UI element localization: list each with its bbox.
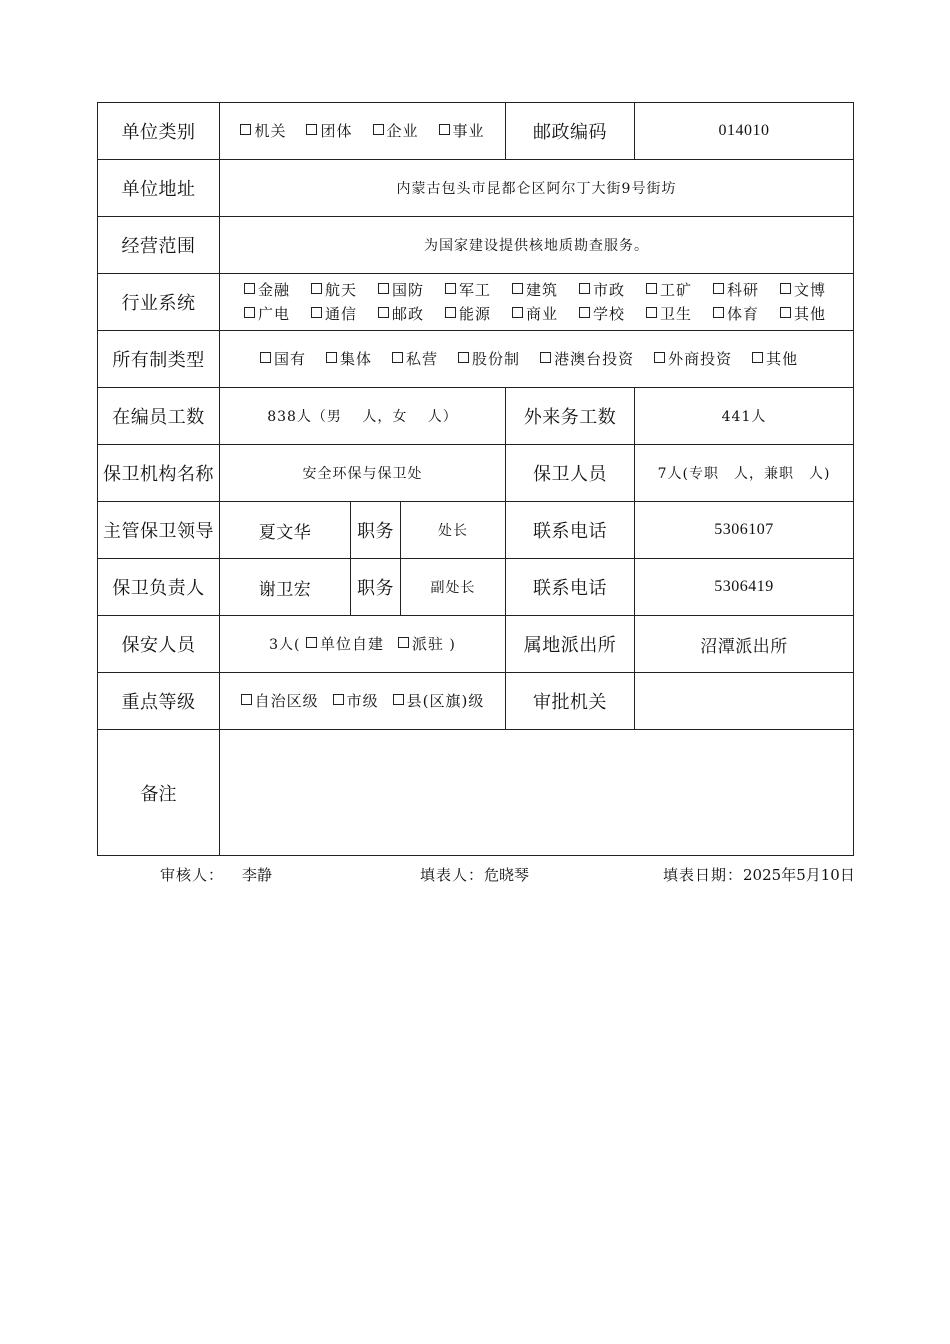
checkbox-label: 能源 — [459, 305, 492, 323]
checkbox[interactable] — [240, 124, 251, 135]
reviewer-name: 李静 — [242, 866, 273, 884]
staff-value: 838人（男 人，女 人） — [220, 388, 506, 445]
checkbox-label: 股份制 — [472, 350, 521, 368]
lead-position: 处长 — [401, 502, 506, 559]
checkbox[interactable] — [780, 283, 791, 294]
checkbox-label: 国有 — [274, 350, 307, 368]
date-value: 2025年5月10日 — [743, 866, 855, 884]
checkbox-label: 学校 — [593, 305, 626, 323]
row-notes — [98, 730, 854, 856]
row-address — [98, 160, 854, 217]
address-value: 内蒙古包头市昆都仑区阿尔丁大街9号街坊 — [220, 160, 854, 217]
checkbox-label: 其他 — [794, 305, 827, 323]
checkbox-label: 市级 — [346, 692, 379, 710]
checkbox-option — [311, 278, 378, 302]
checkbox-label: 自治区级 — [254, 692, 319, 710]
lead-phone: 5306107 — [635, 502, 854, 559]
checkbox[interactable] — [654, 352, 665, 363]
checkbox[interactable] — [398, 637, 409, 648]
industry-options — [220, 274, 854, 331]
checkbox-label: 广电 — [258, 305, 291, 323]
checkbox-option — [373, 119, 419, 143]
row-head — [98, 559, 854, 616]
business-scope-label: 经营范围 — [98, 217, 220, 274]
checkbox[interactable] — [378, 307, 389, 318]
staff-label: 在编员工数 — [98, 388, 220, 445]
checkbox-label: 事业 — [452, 122, 485, 140]
checkbox-label: 建筑 — [526, 281, 559, 299]
checkbox[interactable] — [579, 283, 590, 294]
checkbox-option — [646, 278, 713, 302]
checkbox-option — [306, 119, 352, 143]
postal-code-label: 邮政编码 — [506, 103, 635, 160]
checkbox-label: 企业 — [386, 122, 419, 140]
checkbox[interactable] — [244, 307, 255, 318]
filler-name: 危晓琴 — [484, 866, 530, 884]
outside-staff-value: 441人 — [635, 388, 854, 445]
checkbox[interactable] — [752, 352, 763, 363]
row-security-org — [98, 445, 854, 502]
footer-filler — [420, 864, 529, 885]
checkbox-label: 商业 — [526, 305, 559, 323]
row-staff — [98, 388, 854, 445]
checkbox-option — [311, 302, 378, 326]
address-label: 单位地址 — [98, 160, 220, 217]
checkbox[interactable] — [326, 352, 337, 363]
checkbox-label: 体育 — [727, 305, 760, 323]
checkbox-label: 县(区旗)级 — [406, 692, 485, 710]
checkbox[interactable] — [713, 307, 724, 318]
checkbox[interactable] — [512, 283, 523, 294]
checkbox[interactable] — [373, 124, 384, 135]
ownership-options — [220, 331, 854, 388]
industry-checkbox-group — [220, 278, 853, 326]
checkbox-option — [579, 302, 646, 326]
security-org-label: 保卫机构名称 — [98, 445, 220, 502]
checkbox-label: 文博 — [794, 281, 827, 299]
checkbox-label: 通信 — [325, 305, 358, 323]
checkbox-label: 市政 — [593, 281, 626, 299]
date-label: 填表日期： — [663, 866, 744, 884]
checkbox[interactable] — [540, 352, 551, 363]
checkbox-option — [240, 119, 286, 143]
checkbox[interactable] — [260, 352, 271, 363]
checkbox-option — [378, 302, 445, 326]
checkbox[interactable] — [378, 283, 389, 294]
row-lead — [98, 502, 854, 559]
filler-label: 填表人： — [420, 866, 485, 884]
checkbox-option — [512, 302, 579, 326]
checkbox-option — [378, 278, 445, 302]
checkbox[interactable] — [244, 283, 255, 294]
lead-position-label: 职务 — [351, 502, 401, 559]
checkbox[interactable] — [306, 124, 317, 135]
checkbox-label: 其他 — [766, 350, 799, 368]
checkbox-label: 航天 — [325, 281, 358, 299]
checkbox[interactable] — [512, 307, 523, 318]
unit-type-options — [220, 103, 506, 160]
checkbox-label: 军工 — [459, 281, 492, 299]
unit-type-checkbox-group — [220, 119, 505, 143]
checkbox-option — [445, 302, 512, 326]
checkbox-option — [393, 689, 485, 713]
guards-value — [220, 616, 506, 673]
checkbox-option — [780, 278, 847, 302]
checkbox[interactable] — [439, 124, 450, 135]
industry-label: 行业系统 — [98, 274, 220, 331]
ownership-checkbox-group — [220, 347, 853, 371]
head-position: 副处长 — [401, 559, 506, 616]
level-checkbox-group — [220, 689, 505, 713]
security-staff-value: 7人(专职 人，兼职 人) — [635, 445, 854, 502]
checkbox-label: 集体 — [340, 350, 373, 368]
checkbox-label: 科研 — [727, 281, 760, 299]
row-industry — [98, 274, 854, 331]
lead-name: 夏文华 — [220, 502, 351, 559]
head-label: 保卫负责人 — [98, 559, 220, 616]
police-station-value: 沼潭派出所 — [635, 616, 854, 673]
checkbox-option — [392, 347, 438, 371]
checkbox-option — [439, 119, 485, 143]
checkbox-label: 私营 — [406, 350, 439, 368]
checkbox[interactable] — [780, 307, 791, 318]
approval-value — [635, 673, 854, 730]
security-staff-label: 保卫人员 — [506, 445, 635, 502]
notes-value — [220, 730, 854, 856]
checkbox-label: 单位自建 — [319, 634, 384, 653]
business-scope-value: 为国家建设提供核地质勘查服务。 — [220, 217, 854, 274]
checkbox-label: 机关 — [254, 122, 287, 140]
row-guards — [98, 616, 854, 673]
ownership-label: 所有制类型 — [98, 331, 220, 388]
checkbox-option — [244, 278, 311, 302]
checkbox-option — [540, 347, 634, 371]
checkbox-option — [713, 278, 780, 302]
lead-phone-label: 联系电话 — [506, 502, 635, 559]
checkbox-option — [333, 689, 379, 713]
checkbox[interactable] — [241, 694, 252, 705]
reviewer-label: 审核人： — [160, 866, 225, 884]
footer-reviewer — [160, 864, 272, 885]
checkbox-option — [512, 278, 579, 302]
checkbox-option — [260, 347, 306, 371]
checkbox-option — [244, 302, 311, 326]
unit-type-label: 单位类别 — [98, 103, 220, 160]
checkbox-option — [398, 632, 444, 656]
head-phone-label: 联系电话 — [506, 559, 635, 616]
head-position-label: 职务 — [351, 559, 401, 616]
checkbox-option — [241, 689, 319, 713]
security-org-value: 安全环保与保卫处 — [220, 445, 506, 502]
head-phone: 5306419 — [635, 559, 854, 616]
checkbox[interactable] — [311, 283, 322, 294]
row-ownership — [98, 331, 854, 388]
checkbox-option — [713, 302, 780, 326]
checkbox[interactable] — [646, 283, 657, 294]
row-business-scope — [98, 217, 854, 274]
row-level — [98, 673, 854, 730]
checkbox-label: 邮政 — [392, 305, 425, 323]
row-unit-type — [98, 103, 854, 160]
unit-registration-form — [97, 102, 854, 856]
checkbox-option — [654, 347, 732, 371]
checkbox-option — [579, 278, 646, 302]
guards-label: 保安人员 — [98, 616, 220, 673]
guards-count: 3人( — [269, 636, 301, 653]
checkbox[interactable] — [392, 352, 403, 363]
checkbox-label: 团体 — [320, 122, 353, 140]
checkbox[interactable] — [646, 307, 657, 318]
checkbox-label: 金融 — [258, 281, 291, 299]
checkbox-option — [458, 347, 520, 371]
checkbox[interactable] — [333, 694, 344, 705]
checkbox[interactable] — [393, 694, 404, 705]
level-label: 重点等级 — [98, 673, 220, 730]
footer-date — [663, 864, 855, 885]
checkbox[interactable] — [445, 283, 456, 294]
checkbox-label: 卫生 — [660, 305, 693, 323]
checkbox-label: 派驻 — [411, 634, 444, 653]
checkbox-option — [445, 278, 512, 302]
checkbox-option — [780, 302, 847, 326]
checkbox[interactable] — [311, 307, 322, 318]
outside-staff-label: 外来务工数 — [506, 388, 635, 445]
guards-close: ) — [449, 636, 456, 653]
checkbox[interactable] — [306, 637, 317, 648]
checkbox-label: 国防 — [392, 281, 425, 299]
level-options — [220, 673, 506, 730]
checkbox[interactable] — [445, 307, 456, 318]
checkbox-label: 工矿 — [660, 281, 693, 299]
lead-label: 主管保卫领导 — [98, 502, 220, 559]
police-station-label: 属地派出所 — [506, 616, 635, 673]
head-name: 谢卫宏 — [220, 559, 351, 616]
notes-label: 备注 — [98, 730, 220, 856]
checkbox-option — [306, 632, 384, 656]
guards-checkbox-group — [306, 634, 444, 653]
checkbox-option — [752, 347, 798, 371]
checkbox-label: 港澳台投资 — [554, 350, 635, 368]
checkbox[interactable] — [579, 307, 590, 318]
checkbox[interactable] — [458, 352, 469, 363]
checkbox-option — [326, 347, 372, 371]
checkbox-label: 外商投资 — [668, 350, 733, 368]
checkbox[interactable] — [713, 283, 724, 294]
checkbox-option — [646, 302, 713, 326]
approval-label: 审批机关 — [506, 673, 635, 730]
postal-code-value: 014010 — [635, 103, 854, 160]
